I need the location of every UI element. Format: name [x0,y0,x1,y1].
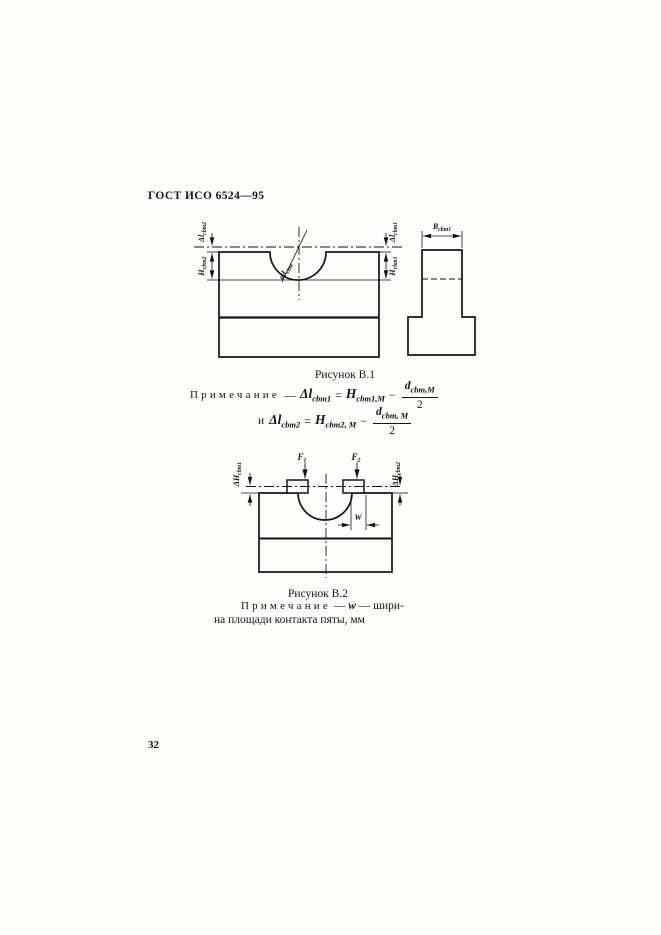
minus-sign: − [360,413,368,428]
b1-label-h-cbm2: $H_{cbm2}$ [197,256,208,276]
b1-label-h-cbm1: $H_{cbm1}$ [388,256,399,276]
b1-side-outline [408,250,475,355]
figure-b1-drawing [140,190,520,385]
note-text: на площади контакта пяты, мм [214,613,365,626]
b2-label-f2: $F_2$ [351,452,361,464]
figure-b2-drawing [180,440,460,595]
b2-block [259,493,392,572]
b2-label-dh-cbm1: $\Delta H_{cbm1}$ [232,461,243,487]
formula-fraction: $\frac{d_{cbm,M}}{2}$ [402,379,438,411]
note-dash: — [283,387,296,402]
note-text: шири- [373,600,404,612]
note-word: Примечание [190,389,280,401]
formula-fraction: $\frac{d_{cbm, M}}{2}$ [373,405,411,437]
b2-note [214,600,410,627]
and-word: и [258,415,265,427]
figure-b2-caption: Рисунок В.2 [288,588,348,600]
b1-label-dl-cbm2: $\Delta l_{cbm2}$ [197,221,208,243]
note-dash: — [333,600,346,612]
standard-header: ГОСТ ИСО 6524—95 [148,190,265,202]
equals-sign: = [304,413,312,428]
equals-sign: = [335,387,342,402]
w-variable: w [348,600,356,612]
b1-label-dl-cbm1: $\Delta l_{cbm1}$ [388,221,399,243]
formula-lhs: $\Delta l_{cbm2}$ [269,412,301,430]
figure-b1-caption: Рисунок В.1 [315,369,375,381]
b1-label-diameter: $ød_{cbm}$ [276,263,295,281]
note-word: Примечание [241,600,331,612]
b1-label-b-cbm1: $B_{cbm1}$ [432,222,452,233]
b1-side-view [408,231,475,355]
b1-front-view [194,227,403,357]
b2-label-w: W [354,513,362,522]
formula-lhs: $\Delta l_{cbm1}$ [299,386,332,404]
b2-force-arrows [305,463,357,479]
b2-label-f1: $F_1$ [297,452,307,464]
note-dash: — [358,600,371,612]
b2-label-dh-cbm2: $\Delta H_{cbm2}$ [391,461,402,487]
b2-block-outline [259,493,392,572]
formula-rhs: $H_{cbm2, M}$ [315,412,357,430]
formula-rhs: $H_{cbm1,M}$ [345,386,385,404]
page-number: 32 [148,739,159,751]
minus-sign: − [388,387,396,402]
b1-note-line1 [190,380,438,411]
b2-dimension-lines [241,473,408,530]
b1-note-line2 [258,406,411,437]
